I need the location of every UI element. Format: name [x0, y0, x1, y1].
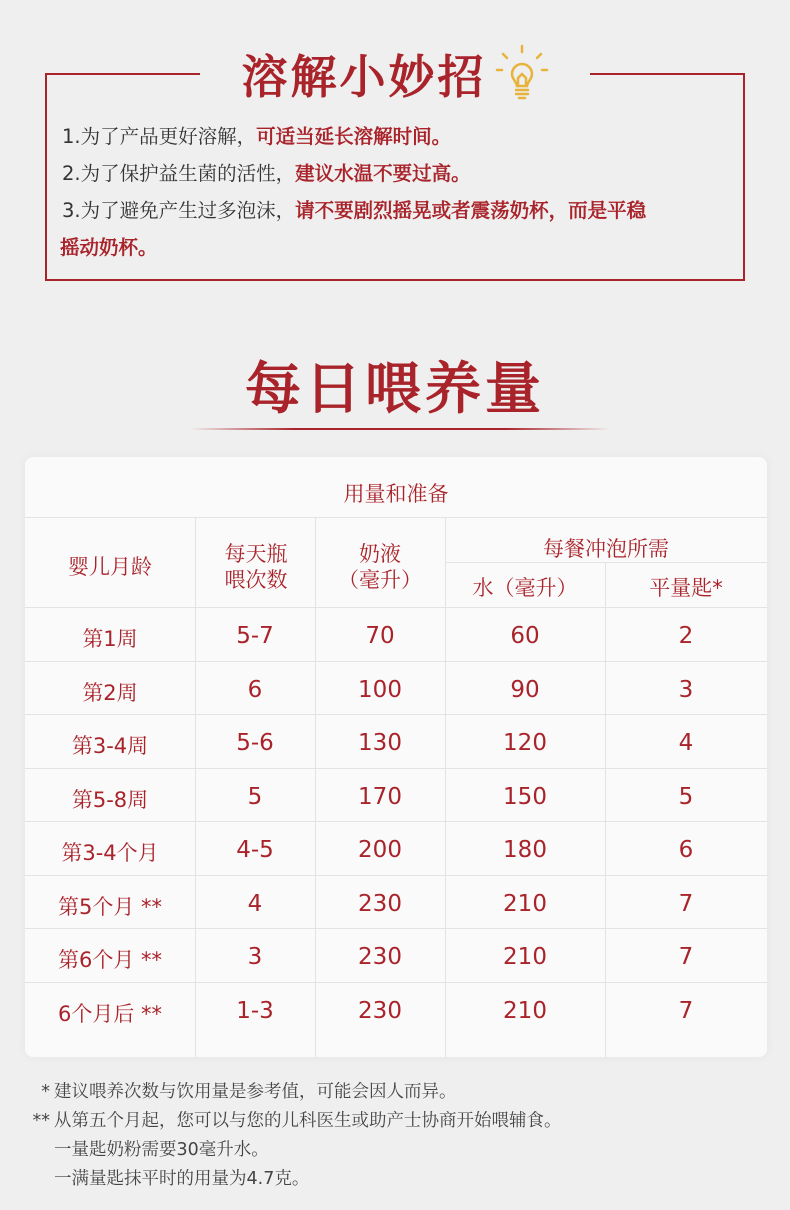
footnotes	[22, 1078, 782, 1194]
tip-2: 2.为了保护益生菌的活性，建议水温不要过高。	[62, 162, 471, 185]
cell-scoops: 6	[678, 837, 694, 863]
tip-3: 3.为了避免产生过多泡沫，请不要剧烈摇晃或者震荡奶杯，而是平稳	[62, 199, 647, 222]
cell-age: 第5-8周	[71, 787, 149, 812]
tip-1: 1.为了产品更好溶解，可适当延长溶解时间。	[62, 125, 452, 148]
footnote-3: 一量匙奶粉需要30毫升水。	[54, 1140, 269, 1160]
cell-feeds: 5	[247, 783, 263, 810]
header-per-meal: 每餐冲泡所需	[543, 537, 669, 561]
cell-age: 第3-4个月	[61, 841, 159, 865]
cell-feeds: 1-3	[236, 997, 274, 1024]
cell-milk: 100	[358, 676, 402, 703]
footnote-1: * 建议喂养次数与饮用量是参考值，可能会因人而异。	[41, 1082, 457, 1102]
cell-milk: 230	[358, 944, 402, 970]
cell-milk: 230	[358, 997, 402, 1024]
tips-title-wrap	[200, 36, 590, 112]
daily-title: 每日喂养量	[245, 357, 545, 422]
footnote-4: 一满量匙抹平时的用量为4.7克。	[54, 1169, 310, 1189]
cell-water: 90	[510, 676, 540, 703]
cell-scoops: 4	[678, 730, 694, 756]
cell-feeds: 4-5	[236, 837, 274, 863]
cell-water: 60	[510, 623, 540, 649]
cell-feeds: 5-6	[236, 730, 274, 756]
tip-3-cont: 摇动奶杯。	[60, 236, 158, 259]
grid-line	[25, 714, 767, 715]
cell-age: 第3-4周	[71, 734, 149, 758]
feeding-table	[25, 457, 767, 1057]
cell-water: 120	[503, 730, 547, 756]
grid-line	[25, 607, 767, 608]
cell-scoops: 7	[678, 944, 694, 970]
cell-feeds: 6	[247, 676, 263, 703]
cell-scoops: 2	[678, 623, 694, 649]
grid-line	[25, 661, 767, 662]
cell-scoops: 5	[678, 783, 694, 810]
cell-age: 第2周	[82, 680, 138, 705]
cell-milk: 170	[358, 783, 402, 810]
cell-milk: 130	[358, 730, 402, 756]
grid-line	[25, 821, 767, 822]
cell-milk: 70	[365, 623, 395, 649]
grid-line	[25, 928, 767, 929]
cell-scoops: 7	[678, 997, 694, 1024]
grid-line	[25, 875, 767, 876]
cell-water: 210	[503, 997, 547, 1024]
cell-age: 6个月后 **	[57, 1001, 163, 1026]
cell-water: 180	[503, 837, 547, 863]
title-divider	[190, 428, 610, 430]
grid-line	[25, 768, 767, 769]
cell-age: 第1周	[82, 627, 138, 651]
cell-water: 210	[503, 944, 547, 970]
cell-water: 210	[503, 890, 547, 917]
header-milk: 奶液 （毫升）	[338, 542, 422, 592]
header-water: 水（毫升）	[472, 576, 578, 600]
cell-milk: 230	[358, 890, 402, 917]
grid-line	[445, 562, 767, 563]
grid-line	[25, 517, 767, 518]
footnote-2: ** 从第五个月起，您可以与您的儿科医生或助产士协商开始喂辅食。	[32, 1111, 562, 1131]
tips-title: 溶解小妙招	[241, 50, 487, 104]
cell-milk: 200	[358, 837, 402, 863]
cell-water: 150	[503, 783, 547, 810]
cell-scoops: 7	[678, 890, 694, 917]
lightbulb-icon	[495, 44, 549, 104]
cell-feeds: 5-7	[236, 623, 274, 649]
table-caption: 用量和准备	[343, 482, 449, 506]
grid-line	[25, 982, 767, 983]
cell-feeds: 4	[247, 890, 263, 917]
cell-age: 第5个月 **	[57, 894, 163, 919]
tips-list	[62, 118, 742, 266]
header-scoops: 平量匙*	[649, 576, 723, 600]
header-feeds: 每天瓶 喂次数	[224, 542, 288, 592]
cell-scoops: 3	[678, 676, 694, 703]
cell-age: 第6个月 **	[57, 948, 163, 972]
cell-feeds: 3	[247, 944, 263, 970]
header-age: 婴儿月龄	[68, 555, 152, 579]
